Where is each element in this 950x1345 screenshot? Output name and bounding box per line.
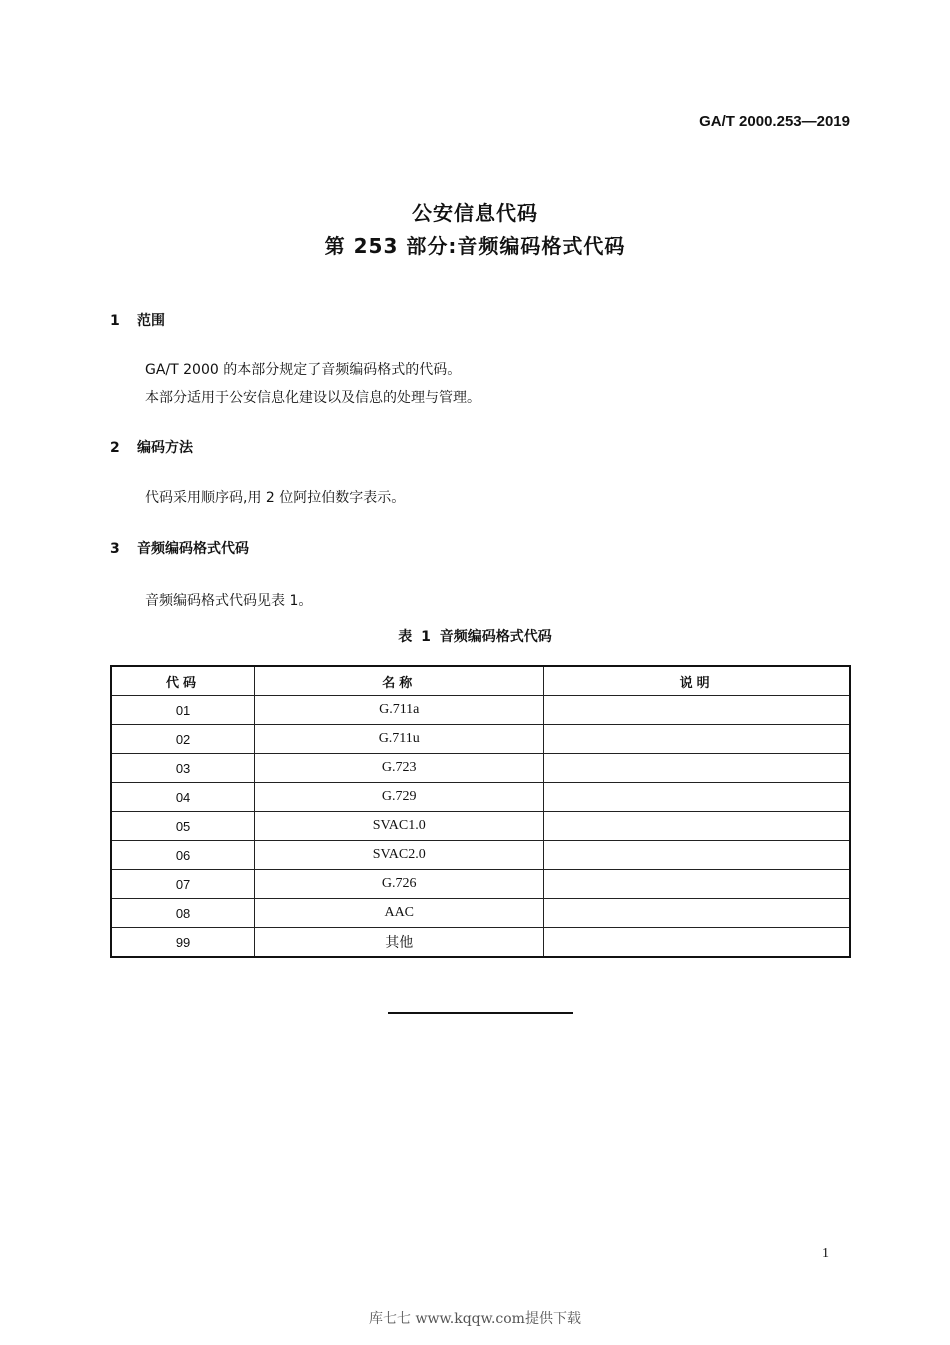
section-2-heading xyxy=(110,437,193,457)
cell-code: 06 xyxy=(111,841,255,870)
cell-description xyxy=(544,696,850,725)
document-title-line1: 公安信息代码 xyxy=(412,201,538,225)
section-3-paragraph-1: 音频编码格式代码见表 1。 xyxy=(145,593,313,609)
section-1-paragraph-2: 本部分适用于公安信息化建设以及信息的处理与管理。 xyxy=(145,390,481,406)
table-row xyxy=(111,725,850,754)
table-row xyxy=(111,754,850,783)
cell-name: G.711a xyxy=(255,696,544,725)
cell-code: 07 xyxy=(111,870,255,899)
cell-description xyxy=(544,899,850,928)
cell-description xyxy=(544,754,850,783)
cell-code: 03 xyxy=(111,754,255,783)
cell-description xyxy=(544,725,850,754)
cell-description xyxy=(544,783,850,812)
header-name: 名称 xyxy=(255,666,544,696)
cell-code: 01 xyxy=(111,696,255,725)
audio-codec-table xyxy=(110,665,851,958)
end-rule xyxy=(388,1012,573,1014)
cell-name: G.711u xyxy=(255,725,544,754)
cell-description xyxy=(544,928,850,958)
cell-code: 02 xyxy=(111,725,255,754)
table-row xyxy=(111,928,850,958)
section-number: 3 xyxy=(110,541,120,557)
cell-name: 其他 xyxy=(255,928,544,958)
section-number: 1 xyxy=(110,313,120,329)
table-row xyxy=(111,812,850,841)
table-header-row xyxy=(111,666,850,696)
header-description: 说明 xyxy=(544,666,850,696)
section-number: 2 xyxy=(110,440,120,456)
section-title: 编码方法 xyxy=(137,440,193,456)
cell-name: G.726 xyxy=(255,870,544,899)
section-title: 范围 xyxy=(137,313,165,329)
cell-description xyxy=(544,841,850,870)
table-row xyxy=(111,696,850,725)
table-row xyxy=(111,870,850,899)
section-3-heading xyxy=(110,538,249,558)
table-caption: 表 1 音频编码格式代码 xyxy=(398,629,552,645)
watermark: 库七七 www.kqqw.com提供下载 xyxy=(369,1311,581,1327)
table-row xyxy=(111,899,850,928)
section-title: 音频编码格式代码 xyxy=(137,541,249,557)
table-row xyxy=(111,841,850,870)
cell-code: 05 xyxy=(111,812,255,841)
cell-name: AAC xyxy=(255,899,544,928)
cell-name: SVAC2.0 xyxy=(255,841,544,870)
cell-name: SVAC1.0 xyxy=(255,812,544,841)
cell-code: 99 xyxy=(111,928,255,958)
standard-code: GA/T 2000.253—2019 xyxy=(699,113,850,130)
cell-name: G.729 xyxy=(255,783,544,812)
cell-name: G.723 xyxy=(255,754,544,783)
header-code: 代码 xyxy=(111,666,255,696)
cell-code: 08 xyxy=(111,899,255,928)
cell-description xyxy=(544,812,850,841)
section-2-paragraph-1: 代码采用顺序码,用 2 位阿拉伯数字表示。 xyxy=(145,490,406,506)
document-title-line2: 第 253 部分:音频编码格式代码 xyxy=(324,234,626,258)
table-row xyxy=(111,783,850,812)
cell-description xyxy=(544,870,850,899)
page-number: 1 xyxy=(822,1246,829,1261)
section-1-paragraph-1: GA/T 2000 的本部分规定了音频编码格式的代码。 xyxy=(145,362,462,378)
cell-code: 04 xyxy=(111,783,255,812)
section-1-heading xyxy=(110,310,165,330)
